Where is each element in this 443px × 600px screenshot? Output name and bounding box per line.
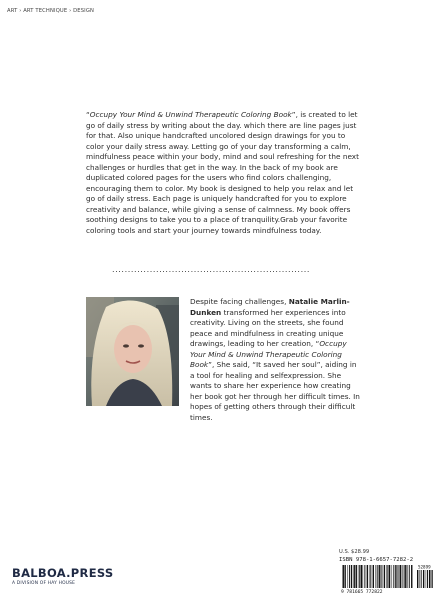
isbn-label: ISBN 978-1-6657-7282-2: [339, 557, 414, 563]
barcode-bar: [386, 565, 387, 588]
barcode-bar: [375, 565, 376, 588]
barcode-bar: [381, 565, 382, 588]
publisher-name: BALBOA.PRESS: [12, 566, 114, 580]
barcode-bar: [353, 565, 354, 588]
author-portrait-image: [86, 297, 179, 406]
barcode-bar: [393, 565, 394, 588]
isbn-barcode: [339, 564, 436, 594]
publisher-tagline: A DIVISION OF HAY HOUSE: [12, 581, 76, 586]
barcode-bar: [379, 565, 380, 588]
barcode-bar: [417, 570, 418, 588]
barcode-bar: [387, 565, 388, 588]
barcode-bar: [358, 565, 359, 588]
barcode-bar: [402, 565, 403, 588]
description-text: , is created to let go of daily stress by writing about the day. which there are line pages just for that. Also unique handcrafted uncolored design drawings for you to color your daily stress away. Letting go of your day transforming a calm, mindfulness peace within your body, mind and soul refreshing for the next challenges or hurdles that get in the way. In the back of my book are duplicated colored pages for the users who find colors challenging, encouraging them to color. My book is designed to help you relax and let go of daily stress. Each page is uniquely handcrafted for you to explore creativity and balance, while giving a sense of calmness. My book offers soothing designs to take you to a place of tranquility.Grab your favorite coloring tools and start your journey towards mindfulness today.: [86, 110, 359, 235]
bio-text-1: transformed her experiences into creativity. Living on the streets, she found peace and mindfulness in creating unique drawings, leading to her creation, “: [190, 307, 346, 348]
barcode-number: 9 781665 772822: [341, 590, 383, 594]
barcode-bar: [392, 565, 393, 588]
barcode-bar: [407, 565, 408, 588]
barcode-bar: [354, 565, 355, 588]
bio-text-2: ”, She said, “It saved her soul”, aiding in a tool for healing and selfexpression. She wants to share her experience how creating her book got her through her difficult times. In hopes of getting others through their difficult times.: [190, 360, 360, 422]
author-photo: [86, 297, 179, 406]
category-label: ART › ART TECHNIQUE › DESIGN: [7, 8, 95, 14]
barcode-bar: [429, 570, 430, 588]
barcode-bar: [411, 565, 412, 588]
barcode-bar: [370, 565, 371, 588]
barcode-bar: [426, 570, 427, 588]
barcode-bar: [347, 565, 348, 588]
barcode-bar: [359, 565, 360, 588]
barcode-bar: [364, 565, 365, 588]
barcode-bar: [369, 565, 370, 588]
barcode-bar: [400, 565, 401, 588]
barcode-bar: [361, 565, 362, 588]
book-description: [86, 110, 362, 236]
title-close-quote: ”: [291, 110, 296, 119]
price-label: U.S. $28.99: [339, 549, 370, 555]
barcode-bar: [344, 565, 345, 588]
bio-intro: Despite facing challenges,: [190, 297, 289, 306]
publisher-logo: [12, 566, 114, 586]
barcode-bar: [399, 565, 400, 588]
barcode-bar: [432, 570, 433, 588]
barcode-bar: [342, 565, 343, 588]
barcode-bar: [367, 565, 368, 588]
barcode-bar: [431, 570, 432, 588]
dotted-separator: ...............................................................: [112, 265, 311, 274]
barcode-bar: [409, 565, 410, 588]
barcode-bar: [389, 565, 390, 588]
barcode-bar: [351, 565, 352, 588]
barcode-bar: [343, 565, 344, 588]
barcode-bar: [380, 565, 381, 588]
barcode-bar: [384, 565, 385, 588]
author-bio: [190, 297, 363, 423]
barcode-bar: [421, 570, 422, 588]
barcode-bar: [419, 570, 420, 588]
barcode-bar: [395, 565, 396, 588]
title-open-quote: “: [86, 110, 90, 119]
barcode-bar: [398, 565, 399, 588]
barcode-bar: [405, 565, 406, 588]
barcode-bar: [423, 570, 424, 588]
barcode-addon-number: 52899: [418, 564, 431, 570]
barcode-bar: [427, 570, 428, 588]
barcode-bar: [363, 565, 364, 588]
barcode-bar: [377, 565, 378, 588]
barcode-bar: [349, 565, 350, 588]
barcode-bar: [356, 565, 357, 588]
barcode-bar: [373, 565, 374, 588]
barcode-bar: [404, 565, 405, 588]
bio-book-title: Occupy Your Mind & Unwind Therapeutic Coloring Book: [190, 339, 347, 369]
description-book-title: Occupy Your Mind & Unwind Therapeutic Coloring Book: [89, 110, 292, 119]
author-name: Natalie Marlin-Dunken: [190, 297, 350, 317]
